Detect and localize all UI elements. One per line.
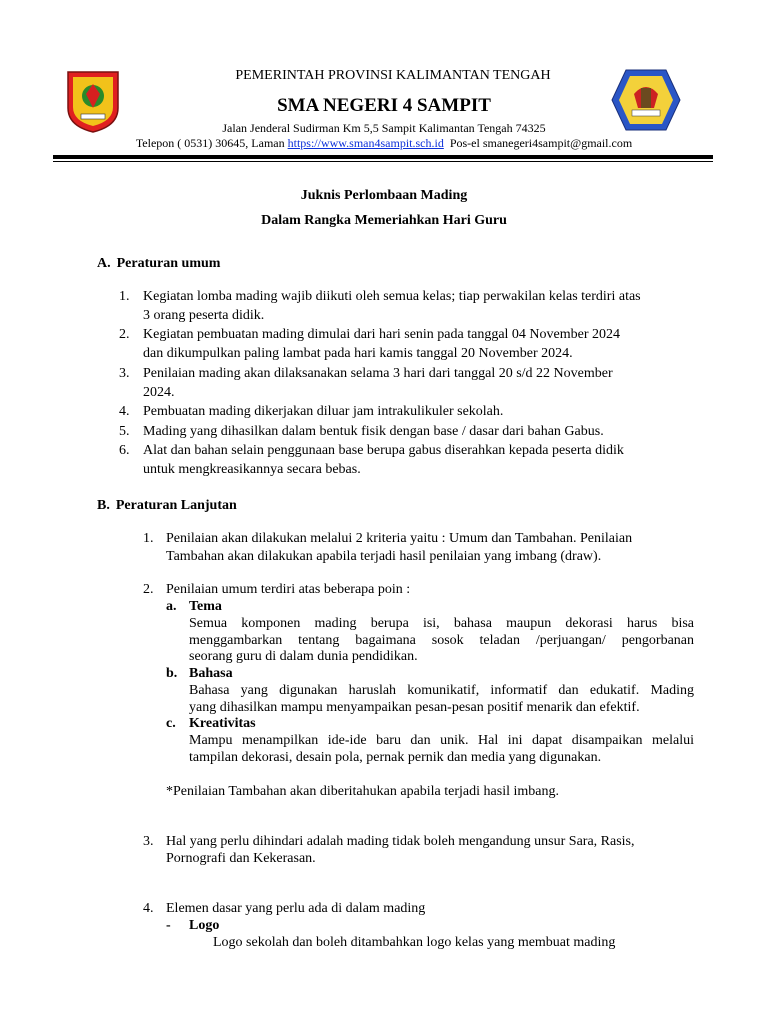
- school-address: Jalan Jenderal Sudirman Km 5,5 Sampit Kalimantan Tengah 74325: [222, 121, 546, 135]
- school-contact: [0, 136, 768, 151]
- a1-line1: Kegiatan lomba mading wajib diikuti oleh semua kelas; tiap perwakilan kelas terdiri atas: [143, 289, 641, 304]
- doc-subtitle: Dalam Rangka Memeriahkan Hari Guru: [261, 213, 507, 228]
- b4-line1: Elemen dasar yang perlu ada di dalam mading: [166, 901, 426, 916]
- a5-num: 5.: [119, 424, 130, 439]
- a6-line2: untuk mengkreasikannya secara bebas.: [143, 462, 361, 477]
- kop-divider-thin: [53, 161, 713, 162]
- doc-title: Juknis Perlombaan Mading: [300, 188, 468, 203]
- sub-b-line2: yang dihasilkan mampu menyampaikan pesan-pesan positif menarik dan efektif.: [189, 699, 640, 715]
- a1-num: 1.: [119, 289, 130, 304]
- logo-dash: -: [166, 918, 171, 933]
- sub-a-title: Tema: [189, 599, 222, 614]
- a1-line2: 3 orang peserta didik.: [143, 308, 265, 323]
- sub-c-num: c.: [166, 716, 176, 731]
- b3-line1: Hal yang perlu dihindari adalah mading tidak boleh mengandung unsur Sara, Rasis,: [166, 834, 635, 849]
- kop-divider-thick: [53, 155, 713, 159]
- a4-num: 4.: [119, 404, 130, 419]
- sub-a-line3: seorang guru di dalam dunia pendidikan.: [189, 649, 418, 664]
- sub-c-title: Kreativitas: [189, 716, 256, 731]
- website-link[interactable]: https://www.sman4sampit.sch.id: [287, 136, 444, 150]
- a6-line1: Alat dan bahan selain penggunaan base berupa gabus diserahkan kepada peserta didik: [143, 443, 624, 458]
- a2-line2: dan dikumpulkan paling lambat pada hari kamis tanggal 20 November 2024.: [143, 346, 573, 361]
- contact-prefix: Telepon ( 0531) 30645, Laman: [135, 136, 288, 150]
- sub-b-text: [189, 683, 694, 716]
- b4-num: 4.: [143, 901, 154, 916]
- a4-line1: Pembuatan mading dikerjakan diluar jam intrakulikuler sekolah.: [143, 404, 504, 419]
- sub-a-text: [189, 616, 694, 666]
- sub-c-text: [189, 733, 694, 766]
- sub-b-line1: Bahasa yang digunakan haruslah komunikatif, informatif dan edukatif. Mading: [189, 683, 694, 698]
- a3-line1: Penilaian mading akan dilaksanakan selama 3 hari dari tanggal 20 s/d 22 November: [143, 366, 613, 381]
- a5-line1: Mading yang dihasilkan dalam bentuk fisik dengan base / dasar dari bahan Gabus.: [143, 424, 604, 439]
- section-b-title: Peraturan Lanjutan: [115, 498, 237, 513]
- b3-num: 3.: [143, 834, 154, 849]
- logo-title: Logo: [189, 918, 220, 933]
- b2-num: 2.: [143, 582, 154, 597]
- tambahan-note: *Penilaian Tambahan akan diberitahukan apabila terjadi hasil imbang.: [166, 784, 559, 799]
- b1-line1: Penilaian akan dilakukan melalui 2 kriteria yaitu : Umum dan Tambahan. Penilaian: [166, 531, 633, 546]
- b2-line1: Penilaian umum terdiri atas beberapa poin :: [166, 582, 411, 597]
- contact-email: Pos-el smanegeri4sampit@gmail.com: [443, 136, 633, 150]
- gov-name: PEMERINTAH PROVINSI KALIMANTAN TENGAH: [235, 68, 551, 83]
- section-b-heading: [97, 498, 237, 514]
- a2-num: 2.: [119, 327, 130, 342]
- sub-b-num: b.: [166, 666, 178, 681]
- b3-line2: Pornografi dan Kekerasan.: [166, 851, 316, 866]
- section-b-label: B.: [97, 498, 110, 513]
- sub-c-line2: tampilan dekorasi, desain pola, pernak pernik dan media yang digunakan.: [189, 749, 602, 765]
- sub-b-title: Bahasa: [189, 666, 233, 681]
- section-a-label: A.: [97, 256, 111, 271]
- sub-c-line1: Mampu menampilkan ide-ide baru dan unik. Hal ini dapat disampaikan melalui: [189, 733, 694, 748]
- a3-num: 3.: [119, 366, 130, 381]
- a6-num: 6.: [119, 443, 130, 458]
- school-name: SMA NEGERI 4 SAMPIT: [277, 95, 491, 116]
- sub-a-line2: menggambarkan tentang bagaimana sosok teladan /perjuangan/ pengorbanan: [189, 632, 694, 648]
- sub-a-num: a.: [166, 599, 177, 614]
- section-a-heading: [97, 256, 220, 272]
- logo-text: Logo sekolah dan boleh ditambahkan logo kelas yang membuat mading: [213, 935, 616, 950]
- a2-line1: Kegiatan pembuatan mading dimulai dari hari senin pada tanggal 04 November 2024: [143, 327, 621, 342]
- b1-line2: Tambahan akan dilakukan apabila terjadi hasil penilaian yang imbang (draw).: [166, 549, 602, 564]
- b1-num: 1.: [143, 531, 154, 546]
- sub-a-line1: Semua komponen mading berupa isi, bahasa maupun dekorasi harus bisa: [189, 616, 694, 631]
- section-a-title: Peraturan umum: [116, 256, 221, 271]
- a3-line2: 2024.: [143, 385, 175, 400]
